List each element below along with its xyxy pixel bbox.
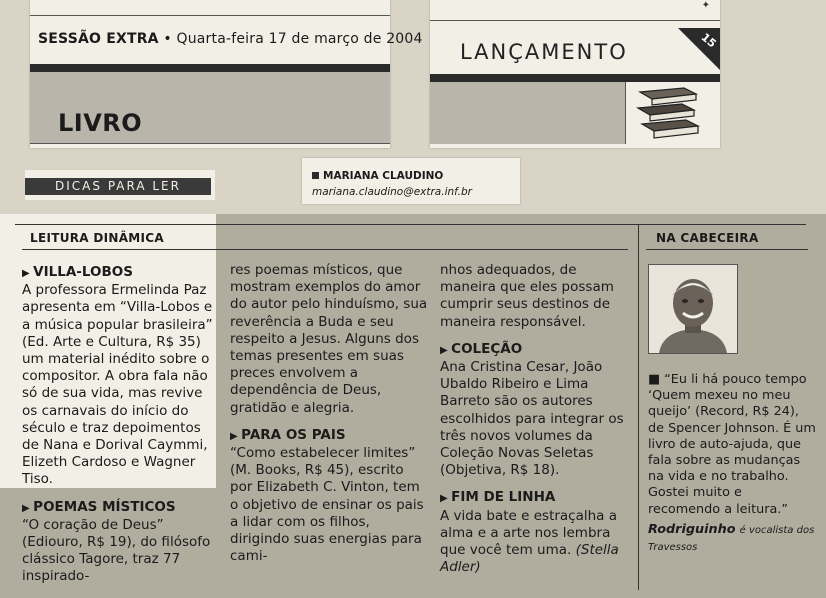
colecao-title: ▶ COLEÇÃO [440, 341, 634, 359]
dicas-clipping [25, 170, 215, 200]
signature-name: Rodriguinho [648, 521, 736, 537]
author-clipping [302, 158, 520, 204]
villa-text: A professora Ermelinda Paz apresenta em “Villa-Lobos e a música popular brasileira” (Ed. Arte e Cultura, R$ 35) um material inédito sobre o compositor. A obra fala não só de sua vida, mas revive os carnavais do início do século e traz depoimentos de Nana e Dorival Caymmi, Elizeth Cardoso e Wagner Tiso. [22, 282, 213, 488]
author-email: mariana.claudino@extra.inf.br [312, 186, 472, 198]
quote-text: “Eu li há pouco tempo ‘Quem mexeu no meu queijo’ (Record, R$ 24), de Spencer Johnson. É um livro de auto-ajuda, que fala sobre as mudanças na vida e no trabalho. Gostei muito e recomendo a leitura.” [648, 372, 816, 517]
poemas-title: ▶ POEMAS MÍSTICOS [22, 499, 218, 517]
square-bullet-icon: ■ [648, 372, 661, 387]
rule [430, 20, 720, 21]
column-3 [440, 262, 634, 576]
page-corner [678, 28, 720, 70]
issue-date: Quarta-feira 17 de março de 2004 [176, 31, 423, 47]
fim-paragraph [440, 508, 634, 577]
right-section-title: NA CABECEIRA [656, 231, 759, 245]
rule [646, 249, 808, 250]
rule [15, 224, 806, 225]
section-line [38, 31, 423, 47]
column-divider [638, 224, 639, 590]
rule [30, 15, 390, 16]
column-4 [648, 372, 818, 556]
bullet: • [163, 31, 177, 47]
launch-title: LANÇAMENTO [460, 40, 628, 64]
mark-icon: ✦ [701, 0, 710, 11]
header-clipping-right [430, 0, 720, 148]
column-2 [230, 262, 430, 565]
signature [648, 522, 818, 556]
left-section-title: LEITURA DINÂMICA [30, 231, 164, 245]
signature-role: é vocalista dos Travessos [648, 524, 815, 554]
gray-band [430, 82, 625, 144]
fim-quote-author: (Stella Adler) [440, 542, 619, 576]
header-clipping-left [30, 0, 423, 148]
dark-bar [30, 64, 390, 72]
colecao-text: Ana Cristina Cesar, João Ubaldo Ribeiro e Lima Barreto são os autores escolhidos para integrar os três novos volumes da Coleção Novas Seletas (Objetiva, R$ 18). [440, 359, 624, 479]
fim-title: ▶ FIM DE LINHA [440, 489, 634, 507]
dicas-label: DICAS PARA LER [25, 178, 211, 195]
page-number: 15 [698, 30, 719, 51]
pais-text-2: nhos adequados, de maneira que eles possam cumprir seus destinos de maneira responsável. [440, 262, 614, 330]
author-name: MARIANA CLAUDINO [312, 170, 443, 182]
quote-paragraph [648, 372, 818, 518]
pais-text-1: “Como estabelecer limites” (M. Books, R$ 45), escrito por Elizabeth C. Vinton, tem o objetivo de ensinar os pais a lidar com os filhos, dirigindo suas energias para cami- [230, 445, 424, 565]
poemas-text-2: res poemas místicos, que mostram exemplos do amor do autor pelo hinduísmo, sua reverência a Buda e seu respeito a Jesus. Alguns dos temas presentes em suas preces envolvem a dependência de Deus, gratidão e alegria. [230, 262, 428, 416]
category-title: LIVRO [58, 109, 143, 137]
portrait-photo [648, 264, 738, 354]
pais-title: ▶ PARA OS PAIS [230, 427, 430, 445]
books-icon [625, 82, 719, 144]
section-name: SESSÃO EXTRA [38, 31, 159, 47]
dark-bar [430, 74, 720, 82]
rule [22, 249, 628, 250]
poemas-text-1: “O coração de Deus” (Ediouro, R$ 19), do filósofo clássico Tagore, traz 77 inspirado- [22, 516, 211, 585]
villa-title: ▶ VILLA-LOBOS [22, 264, 218, 282]
column-1 [22, 264, 218, 586]
rule [30, 143, 390, 144]
fim-text: A vida bate e estraçalha a alma e a arte nos lembra que você tem uma. [440, 507, 618, 559]
